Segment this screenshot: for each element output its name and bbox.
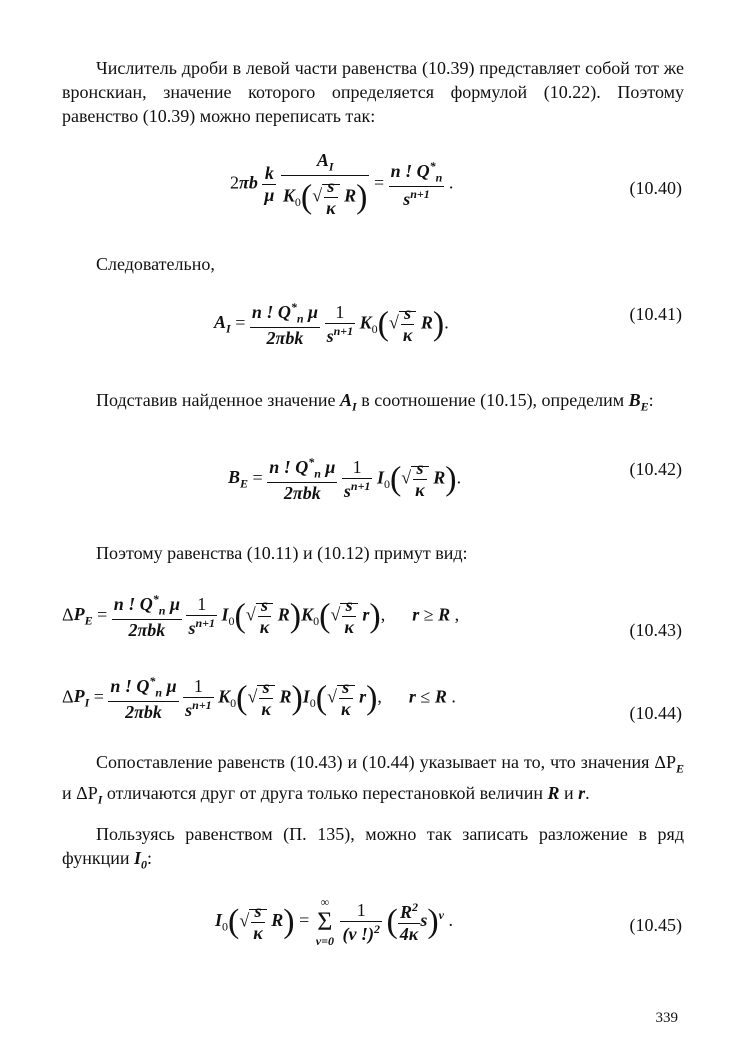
paragraph-4 bbox=[62, 541, 684, 565]
symbol-I0: $I_0$ bbox=[134, 848, 148, 872]
equation-number-10-41: (10.41) bbox=[629, 304, 682, 324]
equation-10-43: $\Delta P_E$ = $\frac{n ! Q^*_n \mu}{\text{2πbk}}$ $\frac{1}{s^{n+1}}$ $I_0(√$ $\frac{s}{\kappa}$ $R)K_0(√$ $\frac{s}{\kappa}$ r), r ≥ R , bbox=[62, 592, 460, 640]
paragraph-5-text-b: и ΔP bbox=[62, 782, 98, 803]
paragraph-5: Сопоставление равенств (10.43) и (10.44) указывает на то, что значения $\Delta P_E$ и $\Delta P_I$ отличаются друг от друга только перестановкой величин R и r. bbox=[62, 752, 684, 807]
symbol-B-E: $B_E$ bbox=[628, 390, 649, 414]
paragraph-1-text: Числитель дроби в левой части равенства (10.39) представляет собой тот же вронскиан, значение которого определяется формулой (10.22). Поэтому равенство (10.39) можно переписать так: bbox=[62, 58, 684, 126]
symbol-R: R bbox=[547, 782, 560, 803]
symbol-r: r bbox=[578, 782, 586, 803]
paragraph-1 bbox=[62, 56, 684, 128]
equation-number-10-45: (10.45) bbox=[629, 915, 682, 935]
equation-10-42: $B_E$ = $\frac{n ! Q^*_n \mu}{\text{2πbk}}$ $\frac{1}{s^{n+1}}$ $I_0(√$ $\frac{s}{\kappa}$ R). bbox=[228, 455, 462, 503]
symbol-A-I: $A_I$ bbox=[340, 390, 357, 414]
paragraph-5-text-a: Сопоставление равенств (10.43) и (10.44) указывает на то, что значения ΔP bbox=[96, 752, 676, 772]
paragraph-2 bbox=[62, 252, 684, 276]
paragraph-3: Подставив найденное значение $A_I$ в соотношение (10.15), определим $B_E$: bbox=[96, 390, 654, 414]
equation-number-10-43: (10.43) bbox=[629, 620, 682, 640]
equation-number-10-40: (10.40) bbox=[629, 178, 682, 198]
paragraph-6-text: Пользуясь равенством (П. 135), можно так записать разложение в ряд функции bbox=[62, 824, 684, 868]
equation-10-44: $\Delta P_I$ = $\frac{n ! Q^*_n \mu}{\text{2πbk}}$ $\frac{1}{s^{n+1}}$ $K_0(√$ $\frac{s}{\kappa}$ $R)I_0(√$ $\frac{s}{\kappa}$ r), r ≤ R . bbox=[62, 674, 456, 722]
paragraph-6: Пользуясь равенством (П. 135), можно так записать разложение в ряд функции $I_0$: bbox=[62, 824, 684, 872]
equation-10-45: $I_0(√$ $\frac{s}{\kappa}$ R) = ∞ Σ ν=0 $\frac{1}{(\nu !)^2}$ ( $\frac{R^2}{4\kappa}$ s)$^\nu$ . bbox=[215, 895, 453, 948]
equation-10-40: 2πb $\frac{k}{\mu}$ $A_I$ $K_0(√$ $\frac{s}{\kappa}$ R) = $\frac{n ! Q^*_n}{s^{n+1}}$ . bbox=[230, 150, 454, 218]
paragraph-4-text: Поэтому равенства (10.11) и (10.12) примут вид: bbox=[96, 543, 468, 563]
paragraph-3-text-b: в соотношение (10.15), определим bbox=[361, 390, 625, 410]
equation-number-10-42: (10.42) bbox=[629, 459, 682, 479]
paragraph-5-text-c: отличаются друг от друга только перестановкой величин bbox=[106, 782, 543, 803]
equation-10-41: $A_I$ = $\frac{n ! Q^*_n \mu}{\text{2πbk}}$ $\frac{1}{s^{n+1}}$ $K_0(√$ $\frac{s}{\kappa}$ R). bbox=[214, 300, 449, 348]
paragraph-2-text: Следовательно, bbox=[96, 254, 215, 274]
paragraph-3-text-a: Подставив найденное значение bbox=[96, 390, 336, 410]
equation-number-10-44: (10.44) bbox=[629, 703, 682, 723]
page-number: 339 bbox=[655, 1010, 678, 1026]
